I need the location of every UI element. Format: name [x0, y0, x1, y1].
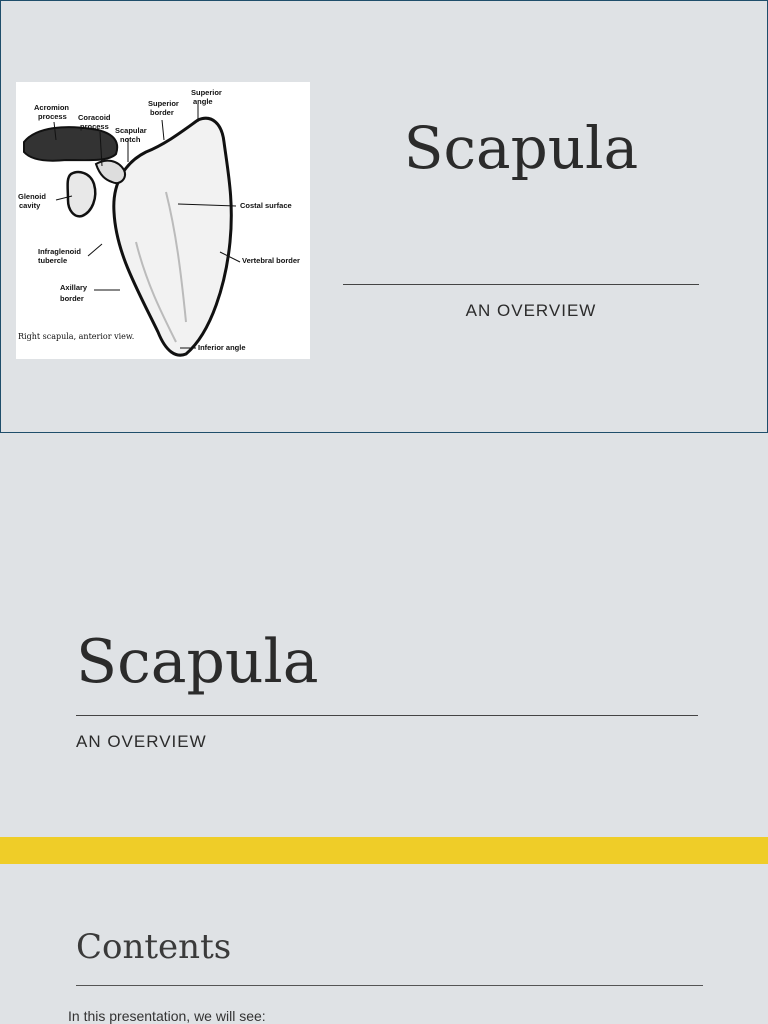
label-acromion-1: Acromion [34, 103, 70, 112]
slide2-subtitle: AN OVERVIEW [76, 732, 207, 751]
figure-caption: Right scapula, anterior view. [18, 332, 135, 341]
accent-band [0, 837, 768, 864]
label-superior-border-2: border [150, 108, 174, 117]
label-inferior-angle: Inferior angle [198, 343, 246, 352]
label-infraglenoid-1: Infraglenoid [38, 247, 81, 256]
scapula-illustration [16, 82, 310, 359]
slide2-heading: Scapula [76, 627, 319, 697]
label-coracoid-2: process [80, 122, 109, 131]
label-vertebral-border: Vertebral border [242, 256, 300, 265]
title-slide-divider [343, 284, 699, 285]
label-coracoid-1: Coracoid [78, 113, 111, 122]
label-scapular-notch-1: Scapular [115, 126, 147, 135]
label-glenoid-1: Glenoid [18, 192, 46, 201]
contents-divider [76, 985, 703, 986]
title-slide-heading: Scapula [403, 114, 639, 182]
label-scapular-notch-2: notch [120, 135, 141, 144]
label-superior-angle-1: Superior [191, 88, 222, 97]
title-slide-subtitle: AN OVERVIEW [465, 301, 597, 320]
label-superior-angle-2: angle [193, 97, 213, 106]
label-acromion-2: process [38, 112, 67, 121]
title-slide[interactable] [0, 0, 768, 433]
label-axillary-2: border [60, 294, 84, 303]
scapula-diagram [16, 82, 310, 359]
contents-intro-text: In this presentation, we will see: [68, 1008, 266, 1024]
contents-heading: Contents [76, 927, 232, 967]
slide2-divider [76, 715, 698, 716]
label-costal-surface: Costal surface [240, 201, 292, 210]
label-infraglenoid-2: tubercle [38, 256, 68, 265]
label-axillary-1: Axillary [60, 283, 88, 292]
label-superior-border-1: Superior [148, 99, 179, 108]
label-glenoid-2: cavity [19, 201, 41, 210]
